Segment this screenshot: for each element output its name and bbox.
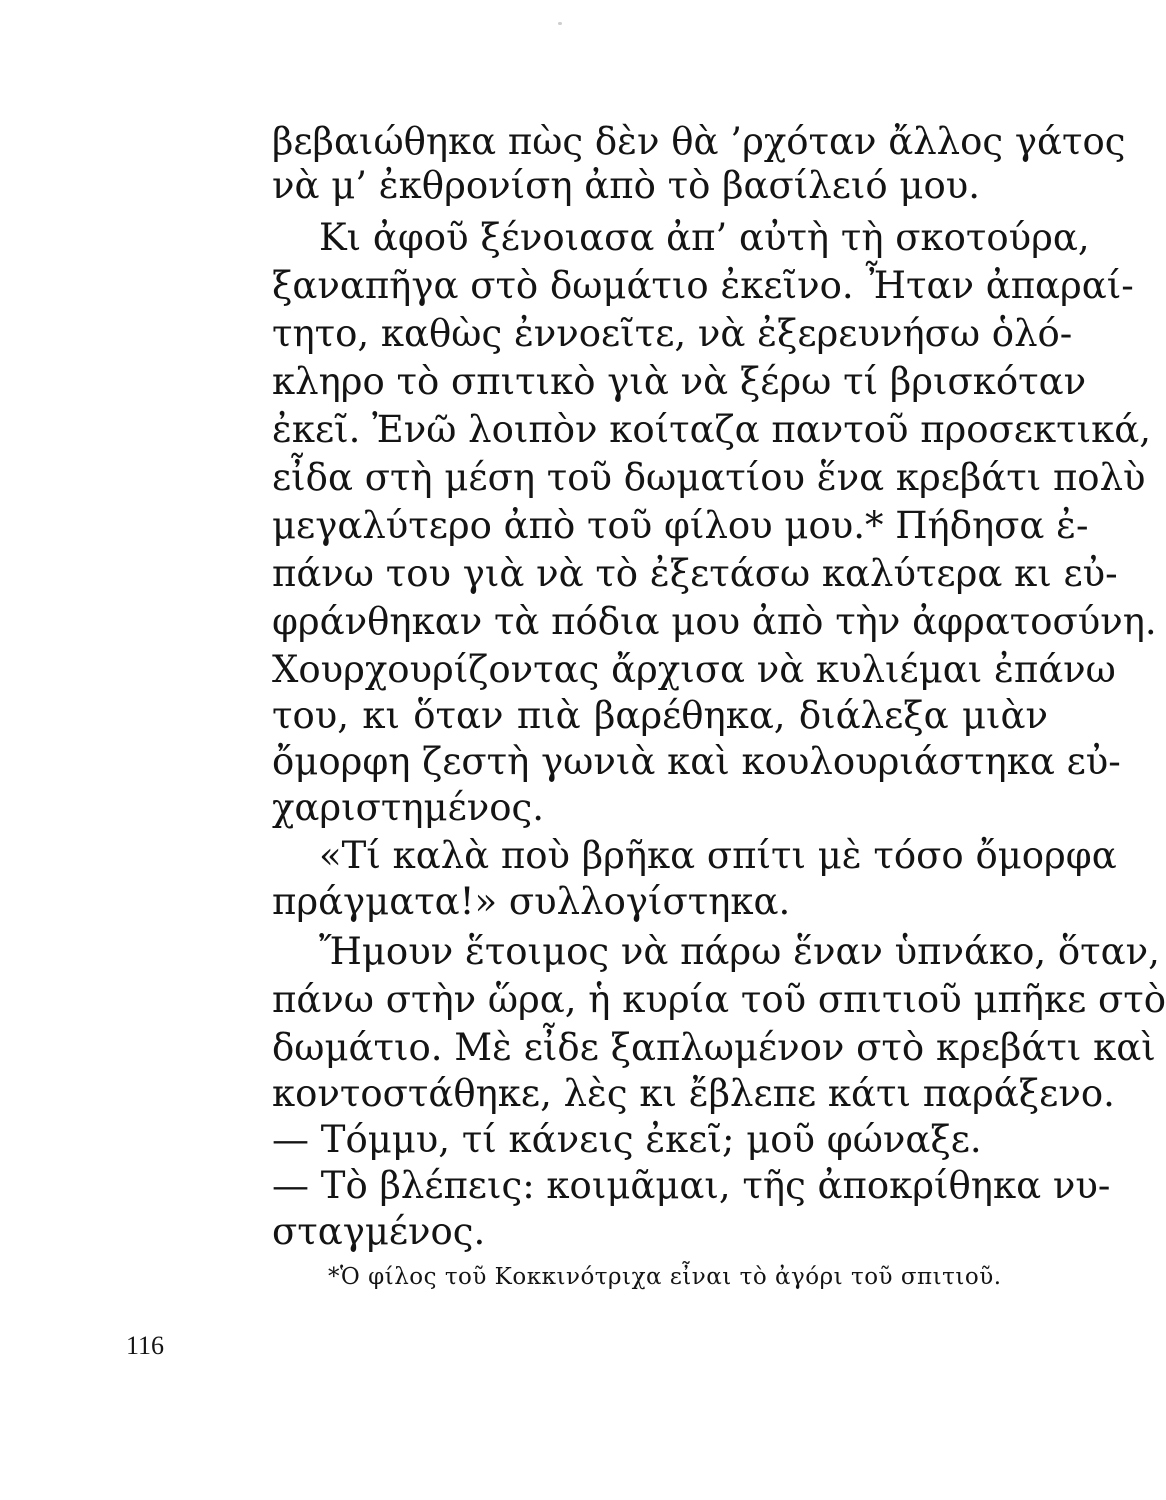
text-line-10: πάνω του γιὰ νὰ τὸ ἐξετάσω καλύτερα κι εὐ-: [272, 552, 1118, 595]
text-line-24: σταγμένος.: [272, 1210, 486, 1253]
text-line-20: δωμάτιο. Μὲ εἶδε ξαπλωμένον στὸ κρεβάτι καὶ: [272, 1026, 1156, 1069]
text-line-19: πάνω στὴν ὥρα, ἡ κυρία τοῦ σπιτιοῦ μπῆκε στὸ: [272, 978, 1166, 1021]
footnote: *Ὁ φίλος τοῦ Κοκκινότριχα εἶναι τὸ ἀγόρι τοῦ σπιτιοῦ.: [328, 1264, 1002, 1290]
text-line-6: κληρο τὸ σπιτικὸ γιὰ νὰ ξέρω τί βρισκόταν: [272, 360, 1087, 403]
text-line-7: ἐκεῖ. Ἐνῶ λοιπὸν κοίταζα παντοῦ προσεκτικά,: [272, 408, 1151, 451]
text-line-18: Ἤμουν ἕτοιμος νὰ πάρω ἕναν ὑπνάκο, ὅταν,: [319, 930, 1160, 973]
text-line-12: Χουρχουρίζοντας ἄρχισα νὰ κυλιέμαι ἐπάνω: [272, 648, 1116, 691]
text-line-11: φράνθηκαν τὰ πόδια μου ἀπὸ τὴν ἀφρατοσύνη.: [272, 600, 1157, 643]
text-line-5: τητο, καθὼς ἐννοεῖτε, νὰ ἐξερευνήσω ὁλό-: [272, 312, 1073, 355]
text-line-17: πράγματα!» συλλογίστηκα.: [272, 880, 791, 923]
text-line-13: του, κι ὅταν πιὰ βαρέθηκα, διάλεξα μιὰν: [272, 694, 1048, 737]
text-line-2: νὰ μ’ ἐκθρονίση ἀπὸ τὸ βασίλειό μου.: [272, 164, 981, 207]
paper-speck: [558, 22, 562, 25]
dialogue-line-2: — Τὸ βλέπεις: κοιμᾶμαι, τῆς ἀποκρίθηκα νυ-: [272, 1164, 1111, 1207]
dialogue-line-1: — Τόμμυ, τί κάνεις ἐκεῖ; μοῦ φώναξε.: [272, 1118, 982, 1161]
text-line-21: κοντοστάθηκε, λὲς κι ἔβλεπε κάτι παράξενο.: [272, 1072, 1115, 1115]
text-line-14: ὄμορφη ζεστὴ γωνιὰ καὶ κουλουριάστηκα εὐ-: [272, 740, 1121, 783]
text-line-16: «Τί καλὰ ποὺ βρῆκα σπίτι μὲ τόσο ὄμορφα: [319, 834, 1117, 877]
text-line-4: ξαναπῆγα στὸ δωμάτιο ἐκεῖνο. Ἦταν ἀπαραί-: [272, 264, 1134, 307]
text-line-9: μεγαλύτερο ἀπὸ τοῦ φίλου μου.* Πήδησα ἐ-: [272, 504, 1089, 547]
page-number: 116: [126, 1331, 165, 1360]
text-line-1: βεβαιώθηκα πὼς δὲν θὰ ’ρχόταν ἄλλος γάτος: [272, 120, 1126, 163]
text-line-8: εἶδα στὴ μέση τοῦ δωματίου ἕνα κρεβάτι πολὺ: [272, 456, 1146, 499]
text-line-15: χαριστημένος.: [272, 786, 545, 829]
text-line-3: Κι ἀφοῦ ξένοιασα ἀπ’ αὐτὴ τὴ σκοτούρα,: [319, 216, 1090, 259]
